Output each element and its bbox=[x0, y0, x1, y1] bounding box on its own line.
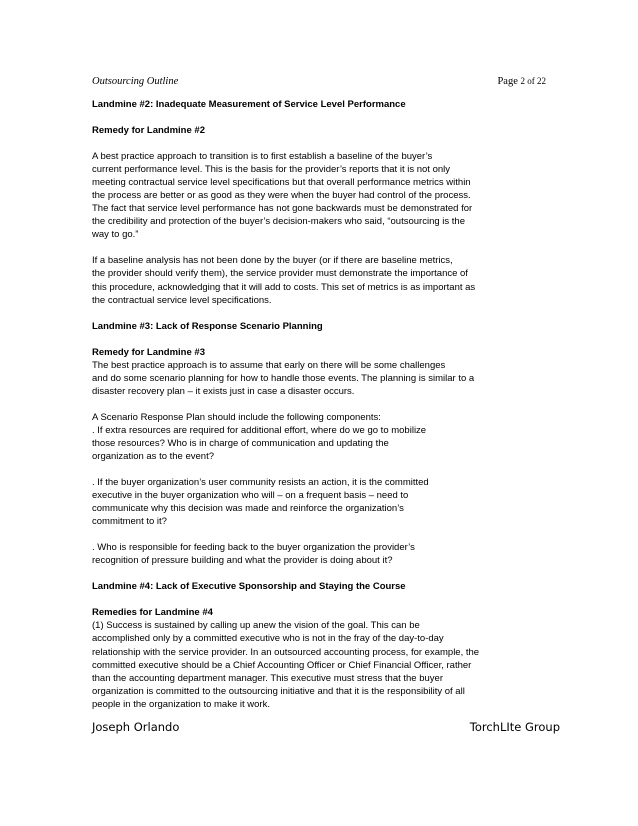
text-line: A best practice approach to transition is to first establish a baseline of the buyer’s bbox=[92, 151, 433, 163]
landmine-3-heading: Landmine #3: Lack of Response Scenario Planning bbox=[92, 320, 323, 332]
text-line: accomplished only by a committed executive who is not in the fray of the day-to-day bbox=[92, 633, 444, 645]
text-line: current performance level. This is the basis for the provider’s reports that it is not only bbox=[92, 164, 450, 176]
text-line: executive in the buyer organization who will – on a frequent basis – need to bbox=[92, 490, 409, 502]
remedy-3-paragraph-4 bbox=[92, 541, 546, 567]
text-line: . Who is responsible for feeding back to the buyer organization the provider’s bbox=[92, 542, 415, 554]
remedy-3-paragraph-2 bbox=[92, 411, 546, 463]
text-line: this procedure, acknowledging that it will add to costs. This set of metrics is as important as bbox=[92, 281, 476, 293]
text-line: communicate why this decision was made and reinforce the organization’s bbox=[92, 503, 404, 515]
text-line: A Scenario Response Plan should include the following components: bbox=[92, 411, 381, 423]
remedy-4-paragraph-1 bbox=[92, 619, 546, 710]
text-line: way to go.” bbox=[92, 229, 139, 241]
text-line: . If extra resources are required for additional effort, where do we go to mobilize bbox=[92, 424, 427, 436]
text-line: If a baseline analysis has not been done by the buyer (or if there are baseline metrics, bbox=[92, 255, 453, 267]
footer-author: Joseph Orlando bbox=[92, 720, 180, 734]
page-number bbox=[497, 76, 546, 87]
text-line: committed executive should be a Chief Accounting Officer or Chief Financial Officer, rather bbox=[92, 659, 472, 671]
text-line: the provider should verify them), the service provider must demonstrate the importance of bbox=[92, 268, 468, 280]
remedy-3-paragraph-3 bbox=[92, 476, 546, 528]
remedy-2-paragraph-2 bbox=[92, 254, 546, 306]
page-label: Page bbox=[497, 76, 518, 87]
text-line: The best practice approach is to assume that early on there will be some challenges bbox=[92, 359, 446, 371]
text-line: than the accounting department manager. This executive must stress that the buyer bbox=[92, 672, 443, 684]
remedy-2-paragraph-1 bbox=[92, 150, 546, 241]
page-header bbox=[92, 76, 546, 92]
text-line: recognition of pressure building and what the provider is doing about it? bbox=[92, 555, 393, 567]
page-footer bbox=[92, 720, 560, 738]
remedy-3-paragraph-1 bbox=[92, 359, 546, 398]
remedy-4-heading: Remedies for Landmine #4 bbox=[92, 607, 213, 619]
text-line: the credibility and protection of the buyer’s decision-makers who said, “outsourcing is the bbox=[92, 216, 465, 228]
remedy-2-heading: Remedy for Landmine #2 bbox=[92, 125, 205, 137]
text-line: organization is committed to the outsourcing initiative and that it is the responsibility of all bbox=[92, 685, 465, 697]
text-line: the contractual service level specifications. bbox=[92, 294, 272, 306]
text-line: people in the organization to make it work. bbox=[92, 698, 270, 710]
text-line: (1) Success is sustained by calling up anew the vision of the goal. This can be bbox=[92, 620, 420, 632]
text-line: organization as to the event? bbox=[92, 450, 215, 462]
text-line: the process are better or as good as they were when the buyer had control of the process. bbox=[92, 190, 471, 202]
text-line: meeting contractual service level specifications but that overall performance metrics within bbox=[92, 177, 471, 189]
text-line: those resources? Who is in charge of communication and updating the bbox=[92, 437, 389, 449]
text-line: . If the buyer organization’s user community resists an action, it is the committed bbox=[92, 477, 429, 489]
remedy-3-heading: Remedy for Landmine #3 bbox=[92, 346, 205, 358]
text-line: commitment to it? bbox=[92, 516, 167, 528]
landmine-4-heading: Landmine #4: Lack of Executive Sponsorship and Staying the Course bbox=[92, 581, 406, 593]
landmine-2-heading: Landmine #2: Inadequate Measurement of Service Level Performance bbox=[92, 99, 406, 110]
document-title: Outsourcing Outline bbox=[92, 76, 179, 87]
page-count: 2 of 22 bbox=[520, 76, 546, 86]
text-line: relationship with the service provider. In an outsourced accounting process, for example, the bbox=[92, 646, 480, 658]
text-line: and do some scenario planning for how to handle those events. The planning is similar to a bbox=[92, 372, 475, 384]
text-line: disaster recovery plan – it exists just in case a disaster occurs. bbox=[92, 385, 355, 397]
document-body bbox=[92, 98, 546, 711]
text-line: The fact that service level performance has not gone backwards must be demonstrated for bbox=[92, 203, 473, 215]
footer-company: TorchLIte Group bbox=[469, 720, 560, 734]
